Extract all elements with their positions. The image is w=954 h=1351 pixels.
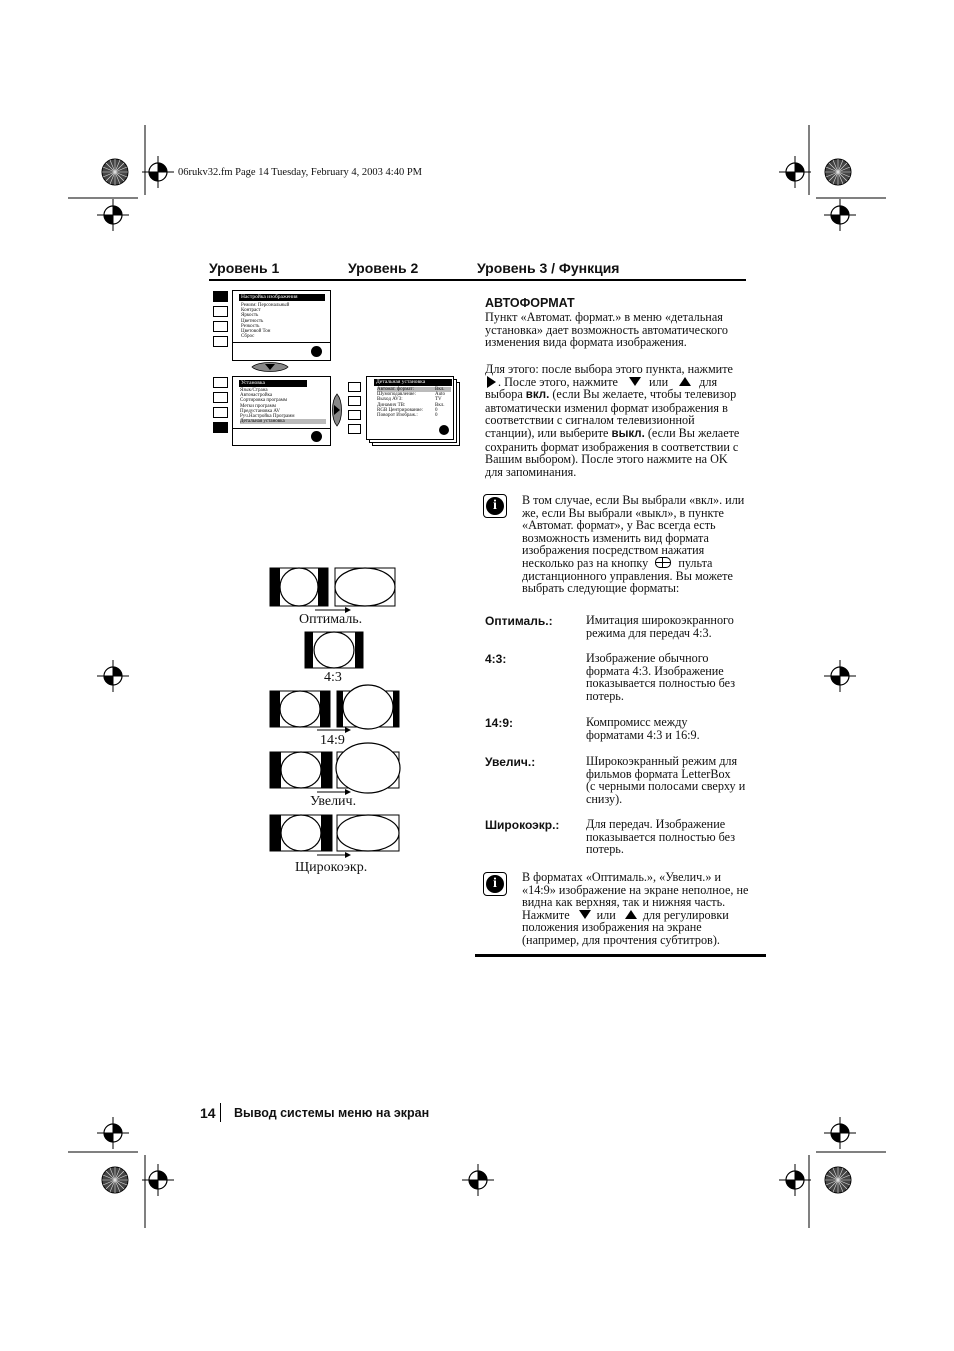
- text-line: [522, 557, 760, 570]
- option-value: Auto: [435, 392, 445, 398]
- format-label-optimal: Оптималь.: [299, 612, 363, 627]
- down-arrow-icon: [629, 377, 641, 386]
- setup-menu-list: [240, 388, 326, 424]
- file-slug: 06rukv32.fm Page 14 Tuesday, February 4, 2003 4:40 PM: [178, 167, 423, 178]
- menu-item: Резкость: [241, 323, 260, 329]
- page-number: 14: [200, 1105, 216, 1121]
- text-fragment: Нажмите: [522, 907, 570, 922]
- format-label-14-9: 14:9: [320, 733, 345, 748]
- text-fragment: выбора: [485, 387, 523, 402]
- option-value: 0: [435, 407, 438, 413]
- text-line: возможность изменить вид формата: [522, 530, 709, 545]
- detail-setup-list: [377, 387, 451, 418]
- picture-icon: [213, 291, 228, 302]
- text-line: В форматах «Оптималь.», «Увелич.» и: [522, 870, 721, 884]
- text-line: изображения посредством нажатия: [522, 543, 705, 558]
- right-arrow-icon: [487, 376, 496, 388]
- text-line: Компромисс между: [586, 715, 688, 729]
- option-value: 0: [435, 413, 438, 419]
- text-fragment: . После этого, нажмите: [498, 374, 618, 389]
- section-end-rule: [475, 954, 766, 957]
- menu-item: Цветовой Тон: [241, 329, 271, 335]
- format-label-wide: Щирокоэкр.: [295, 860, 368, 875]
- menu-item: Предустановка AV: [240, 408, 280, 414]
- picture-icon: [348, 382, 361, 392]
- format-label-4-3: 4:3: [324, 670, 342, 685]
- intro-line: установка» дает возможность автоматического: [485, 322, 728, 337]
- text-line: соответствии с сигналом телевизионной: [485, 413, 695, 428]
- text-line: Имитация широкоэкранного: [586, 613, 734, 627]
- text-line: «14:9» изображение на экране неполное, не: [522, 882, 749, 897]
- option-label: Шумоподавление:: [377, 392, 416, 398]
- timer-icon: [348, 410, 361, 420]
- text-fragment: или: [596, 907, 616, 922]
- option-value: Вкл.: [435, 387, 445, 392]
- text-line: потерь.: [586, 842, 624, 857]
- menu-item: Сброс: [241, 334, 255, 340]
- menu-item-selected: Детальная установка: [240, 419, 326, 424]
- footer-title: Вывод системы меню на экран: [234, 1106, 430, 1120]
- picture-menu-title: Настройка изображения: [239, 294, 325, 301]
- menu-item: Цветность: [241, 318, 264, 324]
- picture-icon: [213, 377, 228, 388]
- format-diagrams: [265, 565, 405, 865]
- text-line: показывается полностью без: [586, 676, 736, 691]
- menu-item: Руч.Настройка Программ: [240, 414, 295, 420]
- setup-icon: [213, 336, 228, 347]
- text-line: видна как верхняя, так и нижняя часть.: [522, 895, 726, 910]
- text-line: Широкоэкранный режим для: [586, 754, 738, 768]
- note-1: [522, 494, 760, 595]
- picture-menu-list: [241, 303, 321, 339]
- desc-wide: [586, 818, 761, 856]
- ok-button-icon: [311, 431, 322, 442]
- option-value: Вкл.: [435, 402, 445, 408]
- text-line: форматами 4:3 и 16:9.: [586, 727, 700, 742]
- text-line: положения изображения на экране: [522, 920, 702, 935]
- level-1-heading: Уровень 1: [209, 260, 280, 276]
- text-line: (с черными полосами сверху и: [586, 779, 746, 794]
- text-line: потерь.: [586, 688, 624, 703]
- sound-icon: [348, 396, 361, 406]
- setup-menu-screen: [232, 376, 331, 446]
- term-14-9: 14:9:: [485, 716, 514, 730]
- menu-item: Язык/Страна: [240, 388, 268, 393]
- menu-item: Сортировка программ: [240, 398, 288, 404]
- text-line: Вашим выбором). После этого нажмите на OK: [485, 452, 728, 467]
- instructions-paragraph: [485, 363, 760, 478]
- text-line: же, если Вы выбрали «выкл», в пункте: [522, 505, 724, 520]
- text-line: снизу).: [586, 791, 623, 806]
- option-label: RGB Центрирование:: [377, 407, 423, 413]
- term-zoom: Увелич.:: [485, 755, 536, 769]
- option-label: Поворот Изображ.:: [377, 413, 418, 419]
- menu-icons-2: [213, 377, 231, 433]
- text-line: выбрать следующие форматы:: [522, 581, 680, 596]
- menu-item: Метки программ: [240, 403, 276, 409]
- desc-14-9: [586, 716, 761, 741]
- desc-4-3: [586, 652, 761, 702]
- text-fragment: или: [648, 374, 669, 389]
- setup-icon: [213, 422, 228, 433]
- format-label-zoom: Увелич.: [310, 794, 357, 809]
- section-title: АВТОФОРМАТ: [485, 296, 575, 310]
- menu-connector-icon: [250, 360, 290, 374]
- text-fragment: для: [699, 374, 718, 389]
- heading-rule: [209, 279, 746, 281]
- text-fragment: для регулировки: [642, 907, 729, 922]
- text-line: [485, 427, 760, 441]
- note-2: [522, 871, 760, 947]
- text-line: Для этого: после выбора этого пункта, нажмите: [485, 362, 733, 376]
- term-optimal: Оптималь.:: [485, 614, 553, 628]
- level-2-heading: Уровень 2: [348, 260, 419, 276]
- option-label: Автомат. формат:: [377, 387, 414, 392]
- detail-setup-title: Детальная установка: [374, 379, 452, 386]
- option-label: Динамич TB:: [377, 402, 406, 408]
- menu-item: Автонастройка: [240, 393, 273, 399]
- intro-line: изменения вида формата изображения.: [485, 335, 687, 350]
- menu-item: Режим: Персональный: [241, 303, 290, 308]
- text-line: фильмов формата LetterBox: [586, 766, 731, 781]
- text-fragment: (если Вы желаете: [647, 425, 740, 440]
- timer-icon: [213, 407, 228, 418]
- setup-icon: [348, 424, 361, 434]
- option-on-text: вкл.: [525, 389, 550, 402]
- text-line: Изображение обычного: [586, 651, 709, 665]
- timer-icon: [213, 321, 228, 332]
- menu-item: [377, 413, 451, 418]
- setup-menu-title: Установка: [239, 380, 307, 387]
- menu-icons-1: [213, 291, 231, 347]
- level-3-heading: Уровень 3 / Функция: [477, 260, 620, 276]
- text-line: [485, 388, 760, 402]
- text-line: для запоминания.: [485, 464, 577, 479]
- text-line: «Автомат. формат», у Вас всегда есть: [522, 518, 716, 533]
- text-fragment: несколько раз на кнопку: [522, 555, 649, 570]
- footer-divider: [220, 1103, 221, 1122]
- screen-format-button-icon: [655, 557, 671, 568]
- intro-line: Пункт «Автомат. формат.» в меню «детальная: [485, 310, 723, 324]
- text-line: режима для передач 4:3.: [586, 625, 712, 640]
- text-fragment: станции), или выберите: [485, 425, 609, 440]
- option-off-text: выкл.: [611, 427, 645, 440]
- desc-zoom: [586, 755, 761, 805]
- menu-connector-right-icon: [330, 393, 344, 427]
- info-icon: i: [483, 872, 507, 896]
- text-line: сохранить формат изображения в соответствии с: [485, 439, 739, 454]
- sound-icon: [213, 392, 228, 403]
- desc-optimal: [586, 614, 761, 639]
- text-fragment: пульта: [678, 555, 713, 570]
- term-wide: Широкоэкр.:: [485, 818, 560, 832]
- text-line: (например, для прочтения субтитров).: [522, 932, 720, 947]
- option-value: TV: [435, 397, 442, 403]
- text-line: Для передач. Изображение: [586, 817, 726, 831]
- ok-button-icon: [439, 425, 449, 435]
- text-line: формата 4:3. Изображение: [586, 663, 724, 678]
- info-icon: i: [483, 494, 507, 518]
- menu-icons-3: [348, 382, 364, 434]
- menu-item: Контраст: [241, 308, 261, 314]
- ok-button-icon: [311, 346, 322, 357]
- text-line: дистанционного управления. Вы можете: [522, 568, 733, 583]
- menu-item: Яркость: [241, 313, 259, 319]
- text-line: В том случае, если Вы выбрали «вкл». или: [522, 493, 745, 507]
- sound-icon: [213, 306, 228, 317]
- up-arrow-icon: [625, 910, 637, 919]
- picture-menu-screen: [232, 290, 331, 361]
- down-arrow-icon: [579, 910, 591, 919]
- intro-paragraph: [485, 311, 755, 349]
- up-arrow-icon: [679, 377, 691, 386]
- option-label: Выход AV3:: [377, 397, 403, 403]
- term-4-3: 4:3:: [485, 652, 507, 666]
- detail-setup-screen: [366, 376, 454, 440]
- text-line: показывается полностью без: [586, 829, 736, 844]
- text-line: автоматически изменил формат изображения в: [485, 400, 728, 415]
- text-fragment: (если Вы желаете, чтобы телевизор: [552, 387, 737, 402]
